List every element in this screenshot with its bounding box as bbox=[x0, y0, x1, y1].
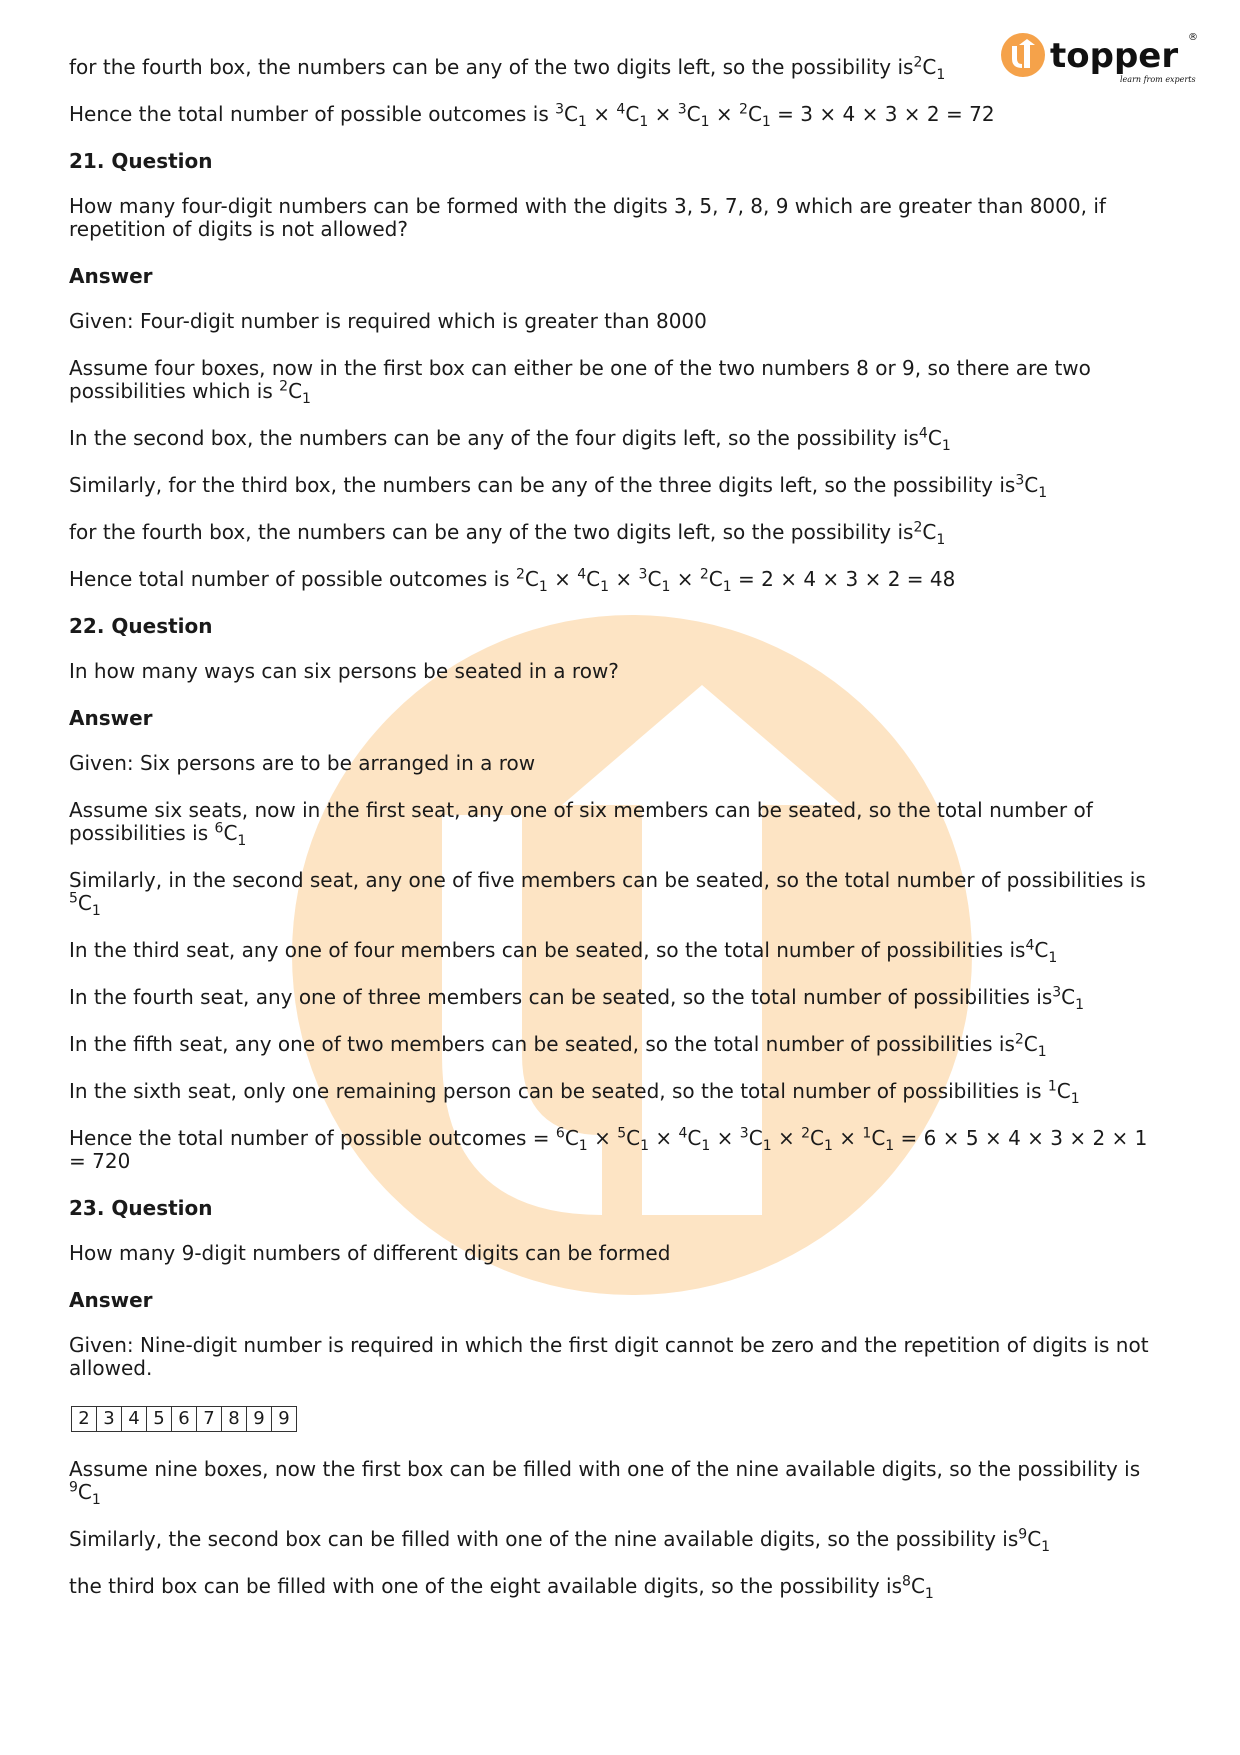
digit-box: 6 bbox=[172, 1407, 197, 1431]
paragraph: for the fourth box, the numbers can be any of the two digits left, so the possibility $is^2C_1$ bbox=[69, 519, 946, 548]
paragraph: In the second box, the numbers can be any of the four digits left, so the possibility $is^4C_1$ bbox=[69, 425, 951, 454]
digit-box: 2 bbox=[72, 1407, 97, 1431]
logo-wordmark: topper bbox=[1050, 36, 1179, 76]
paragraph: the third box can be filled with one of the eight available digits, so the possibility $is^8C_1$ bbox=[69, 1573, 934, 1602]
paragraph: Assume four boxes, now in the first box can either be one of the two numbers 8 or 9, so there are two possibilities which is $^2C_1$ bbox=[69, 356, 1091, 407]
question-heading: 22. Question bbox=[69, 614, 213, 638]
paragraph: Assume six seats, now in the first seat, any one of six members can be seated, so the total number of possibilities is $^6C_1$ bbox=[69, 798, 1093, 849]
paragraph: In the fourth seat, any one of three members can be seated, so the total number of possibilities $is^3C_1$ bbox=[69, 984, 1085, 1013]
question-text: How many 9-digit numbers of different digits can be formed bbox=[69, 1241, 671, 1265]
digit-box: 9 bbox=[278, 1408, 290, 1429]
digit-box: 4 bbox=[122, 1407, 147, 1431]
logo-registered-mark: ® bbox=[1188, 32, 1198, 43]
question-heading: 23. Question bbox=[69, 1196, 213, 1220]
paragraph: Given: Six persons are to be arranged in a row bbox=[69, 751, 536, 775]
question-heading: 21. Question bbox=[69, 149, 213, 173]
digit-box: 7 bbox=[197, 1407, 222, 1431]
paragraph: In the third seat, any one of four members can be seated, so the total number of possibilities $is^4C_1$ bbox=[69, 937, 1058, 966]
digit-box: 9 bbox=[247, 1407, 272, 1431]
answer-label: Answer bbox=[69, 706, 153, 730]
paragraph: Given: Nine-digit number is required in which the first digit cannot be zero and the repetition of digits is not allowed. bbox=[69, 1333, 1149, 1380]
digit-box: 3 bbox=[97, 1407, 122, 1431]
paragraph: In the fifth seat, any one of two members can be seated, so the total number of possibilities $is^2C_1$ bbox=[69, 1031, 1047, 1060]
paragraph: Similarly, the second box can be filled with one of the nine available digits, so the possibility $is^9C_1$ bbox=[69, 1526, 1051, 1555]
digit-box: 5 bbox=[147, 1407, 172, 1431]
logo-circle bbox=[1001, 33, 1045, 77]
paragraph: Hence the total number of possible outcomes is $^3C_1 \times ^4C_1 \times ^3C_1 \times ^2C_1 = 3 \times 4 \times 3 \times 2 = 72$ bbox=[69, 101, 995, 130]
topper-logo bbox=[1000, 28, 1200, 90]
paragraph: Similarly, in the second seat, any one of five members can be seated, so the total number of possibilities is $^5C_1$ bbox=[69, 868, 1146, 919]
answer-label: Answer bbox=[69, 264, 153, 288]
digit-box: 8 bbox=[222, 1407, 247, 1431]
paragraph: Hence the total number of possible outcomes = $^6C_1 \times ^5C_1 \times ^4C_1 \times ^3C_1 \times ^2C_1 \times ^1C_1 = 6 \times 5 \times 4 \times 3 \times 2 \times 1 = 720$ bbox=[69, 1125, 1148, 1173]
logo-tagline: learn from experts bbox=[1120, 75, 1196, 84]
question-text: How many four-digit numbers can be formed with the digits 3, 5, 7, 8, 9 which are greater than 8000, if repetition of digits is not allowed? bbox=[69, 194, 1106, 241]
paragraph: Given: Four-digit number is required which is greater than 8000 bbox=[69, 309, 707, 333]
paragraph: Hence total number of possible outcomes is $^2C_1 \times ^4C_1 \times ^3C_1 \times ^2C_1 = 2 \times 4 \times 3 \times 2 = 48$ bbox=[69, 566, 956, 595]
question-text: In how many ways can six persons be seated in a row? bbox=[69, 659, 619, 683]
paragraph: for the fourth box, the numbers can be any of the two digits left, so the possibility $is^2C_1$ bbox=[69, 54, 946, 83]
paragraph: In the sixth seat, only one remaining person can be seated, so the total number of possibilities is $^1C_1$ bbox=[69, 1078, 1080, 1107]
document-body bbox=[69, 56, 1169, 1622]
paragraph: Assume nine boxes, now the first box can be filled with one of the nine available digits, so the possibility is $^9C_1$ bbox=[69, 1457, 1141, 1508]
paragraph: Similarly, for the third box, the numbers can be any of the three digits left, so the possibility $is^3C_1$ bbox=[69, 472, 1048, 501]
digit-boxes-table bbox=[71, 1406, 297, 1432]
answer-label: Answer bbox=[69, 1288, 153, 1312]
topper-logo-graphic bbox=[1000, 28, 1200, 90]
